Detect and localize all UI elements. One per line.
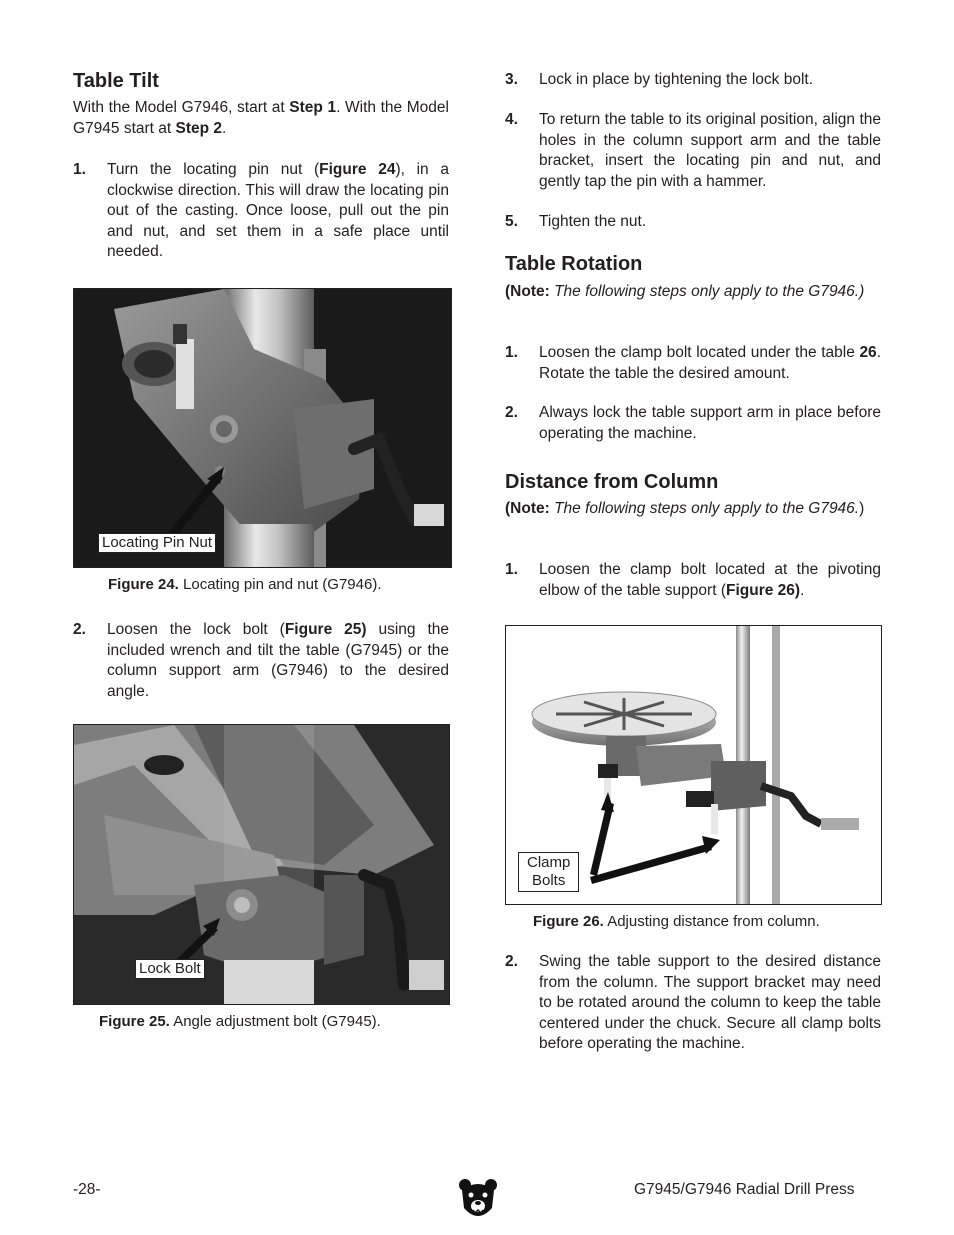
step-text-part: Turn the locating pin nut ( [107,161,320,178]
caption-text: Angle adjustment bolt (G7945). [169,1013,381,1030]
step-number: 1. [505,561,518,578]
figure-24-caption [108,576,382,593]
rotation-note [505,282,881,303]
step-text [539,343,881,384]
caption-text: Locating pin and nut (G7946). [178,576,382,593]
lock-bolt-callout: Lock Bolt [135,959,205,979]
caption-label: Figure 24. [108,576,179,593]
intro-text-1: With the Model G7946, start at [73,99,290,116]
tilt-step-1 [73,160,449,265]
figure-24-photo [73,288,452,568]
step-text-part: . [800,581,805,599]
caption-label: Figure 26. [533,913,604,930]
distance-note [505,499,881,520]
figure-ref: Figure 24 [319,161,396,178]
note-label: (Note: [505,283,550,300]
bear-head-logo-icon [458,1178,498,1222]
tilt-step-4 [505,110,881,195]
step-text: To return the table to its original position, align the holes in the column support arm and the table bracket, insert the locating pin and nut, and gently tap the pin with a hammer. [539,111,881,190]
figure-ref: Figure 25) [284,621,367,638]
distance-step-1 [505,560,881,604]
callout-line: Bolts [532,872,566,889]
intro-text-2: . With the Model G7945 start at [73,99,449,137]
intro-text-3: . [222,119,227,137]
caption-label: Figure 25. [99,1013,170,1030]
tilt-step-2 [73,620,449,705]
table-rotation-heading: Table Rotation [505,253,643,275]
note-text: The following steps only apply to the G7946.) [549,283,865,300]
clamp-bolts-callout [518,852,579,892]
step-text-part: Loosen the clamp bolt located under the table [539,344,860,361]
page-number: -28- [73,1181,101,1198]
caption-text: Adjusting distance from column. [603,913,820,930]
locating-pin-photo [74,289,451,567]
step-number: 2. [505,404,518,421]
step-text [107,160,449,263]
step-number: 2. [73,621,86,638]
figure-25-photo [73,724,450,1005]
lock-bolt-photo [74,725,449,1004]
intro-step2-ref: Step 2 [175,119,223,137]
note-label: (Note: [505,500,550,517]
step-text: Swing the table support to the desired distance from the column. The support bracket may need to be rotated around the column to keep the table centered under the chuck. Secure all clamp bolts before operating the machine. [539,953,881,1052]
step-number: 2. [505,953,518,970]
table-tilt-heading: Table Tilt [73,70,159,92]
figure-25-caption [99,1013,381,1030]
step-text-part: Loosen the lock bolt ( [107,621,285,638]
distance-step-2 [505,952,881,1077]
note-text: The following steps only apply to the G7946. [549,500,860,517]
callout-line: Clamp [527,854,571,871]
step-text: Tighten the nut. [539,213,647,230]
step-text-part: ), in a clockwise direction. This will draw the locating pin out of the casting. Once loose, pull out the pin and nut, and set them in a safe place until needed. [107,161,449,260]
step-number: 3. [505,71,518,88]
note-close: ) [859,500,865,517]
rotation-step-2 [505,403,881,447]
figure-ref: Figure 26) [725,581,801,599]
step-text-part: using the included wrench and tilt the table (G7945) or the column support arm (G7946) to the desired angle. [107,621,450,700]
step-text [539,560,881,601]
tilt-intro [73,98,449,139]
step-number: 5. [505,213,518,230]
locating-pin-nut-callout: Locating Pin Nut [98,533,216,553]
tilt-step-5 [505,212,881,234]
step-text-part: Loosen the clamp bolt located at the pivoting elbow of the table support ( [539,561,881,599]
step-number: 1. [73,161,86,178]
figure-26-caption [533,913,820,930]
step-text [107,620,449,702]
rotation-step-1 [505,343,881,387]
step-text: Lock in place by tightening the lock bolt. [539,71,814,88]
step-text: Always lock the table support arm in place before operating the machine. [539,404,881,442]
figure-ref: 26 [859,344,877,361]
step-number: 4. [505,111,518,128]
step-text-part: . Rotate the table the desired amount. [539,344,881,382]
step-number: 1. [505,344,518,361]
tilt-step-3 [505,70,881,92]
intro-step1-ref: Step 1 [289,99,337,116]
figure-26-photo [505,625,882,905]
distance-from-column-heading: Distance from Column [505,471,719,493]
product-name: G7945/G7946 Radial Drill Press [634,1181,855,1198]
